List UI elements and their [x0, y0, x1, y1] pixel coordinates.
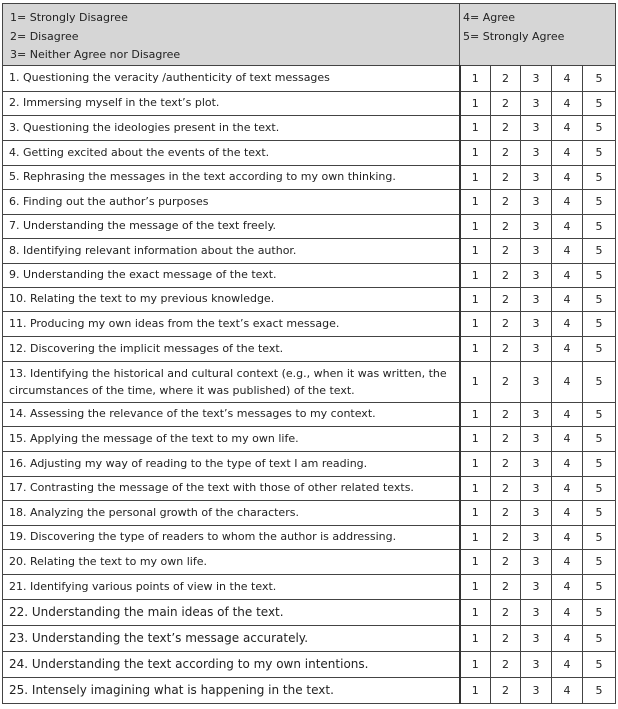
rating-option[interactable]: 2: [491, 574, 521, 599]
rating-option[interactable]: 4: [552, 91, 583, 115]
rating-option[interactable]: 2: [491, 311, 521, 336]
rating-option[interactable]: 5: [583, 426, 616, 451]
table-row: [3, 500, 616, 525]
table-row: [3, 651, 616, 677]
rating-option[interactable]: 3: [521, 91, 552, 115]
rating-option[interactable]: 2: [491, 651, 521, 677]
rating-option[interactable]: 5: [583, 451, 616, 476]
rating-option[interactable]: 1: [460, 426, 491, 451]
rating-option[interactable]: 4: [552, 525, 583, 549]
rating-option[interactable]: 1: [460, 525, 491, 549]
table-row: [3, 361, 616, 402]
legend-entry: 4= Agree: [463, 11, 516, 24]
table-row: [3, 140, 616, 165]
rating-option[interactable]: 3: [521, 451, 552, 476]
rating-option[interactable]: 3: [521, 361, 552, 402]
rating-option[interactable]: 4: [552, 140, 583, 165]
rating-option[interactable]: 4: [552, 677, 583, 703]
rating-option[interactable]: 1: [460, 165, 491, 189]
rating-option[interactable]: 1: [460, 476, 491, 500]
table-row: [3, 165, 616, 189]
rating-option[interactable]: 2: [491, 336, 521, 361]
table-row: [3, 311, 616, 336]
rating-option[interactable]: 1: [460, 140, 491, 165]
rating-option[interactable]: 3: [521, 525, 552, 549]
rating-option[interactable]: 3: [521, 336, 552, 361]
question-text: 23. Understanding the text’s message accurately.: [3, 625, 460, 651]
rating-option[interactable]: 1: [460, 677, 491, 703]
legend-entry: 3= Neither Agree nor Disagree: [10, 48, 181, 61]
rating-option[interactable]: 5: [583, 115, 616, 140]
table-row: [3, 549, 616, 574]
table-row: [3, 65, 616, 91]
question-text: 14. Assessing the relevance of the text’s messages to my context.: [3, 402, 460, 426]
rating-option[interactable]: 2: [491, 500, 521, 525]
question-text: 13. Identifying the historical and cultural context (e.g., when it was written, the circumstances of the time, where it was published) of the text.: [3, 361, 460, 402]
rating-option[interactable]: 3: [521, 574, 552, 599]
table-row: [3, 625, 616, 651]
rating-option[interactable]: 1: [460, 574, 491, 599]
rating-option[interactable]: 3: [521, 402, 552, 426]
question-text: 21. Identifying various points of view in the text.: [3, 574, 460, 599]
question-text: 12. Discovering the implicit messages of the text.: [3, 336, 460, 361]
rating-option[interactable]: 2: [491, 525, 521, 549]
legend-row: [3, 4, 616, 66]
rating-option[interactable]: 2: [491, 402, 521, 426]
question-text: 7. Understanding the message of the text freely.: [3, 214, 460, 238]
question-text: 2. Immersing myself in the text’s plot.: [3, 91, 460, 115]
rating-option[interactable]: 1: [460, 115, 491, 140]
rating-option[interactable]: 2: [491, 426, 521, 451]
rating-option[interactable]: 5: [583, 214, 616, 238]
rating-option[interactable]: 1: [460, 599, 491, 625]
rating-option[interactable]: 4: [552, 336, 583, 361]
rating-option[interactable]: 2: [491, 263, 521, 287]
rating-option[interactable]: 4: [552, 476, 583, 500]
question-text: 6. Finding out the author’s purposes: [3, 189, 460, 214]
question-text: 25. Intensely imagining what is happening in the text.: [3, 677, 460, 703]
rating-option[interactable]: 3: [521, 140, 552, 165]
rating-option[interactable]: 2: [491, 214, 521, 238]
rating-option[interactable]: 5: [583, 549, 616, 574]
rating-option[interactable]: 3: [521, 287, 552, 311]
question-text: 4. Getting excited about the events of the text.: [3, 140, 460, 165]
likert-scale-table: [2, 3, 616, 704]
rating-option[interactable]: 4: [552, 574, 583, 599]
rating-option[interactable]: 5: [583, 525, 616, 549]
table-row: [3, 677, 616, 703]
rating-option[interactable]: 1: [460, 402, 491, 426]
rating-option[interactable]: 4: [552, 451, 583, 476]
rating-option[interactable]: 1: [460, 500, 491, 525]
rating-option[interactable]: 3: [521, 549, 552, 574]
rating-option[interactable]: 5: [583, 263, 616, 287]
table-row: [3, 336, 616, 361]
table-row: [3, 115, 616, 140]
rating-option[interactable]: 5: [583, 65, 616, 91]
rating-option[interactable]: 5: [583, 287, 616, 311]
rating-option[interactable]: 2: [491, 140, 521, 165]
rating-option[interactable]: 2: [491, 677, 521, 703]
rating-option[interactable]: 1: [460, 263, 491, 287]
table-row: [3, 476, 616, 500]
rating-option[interactable]: 4: [552, 214, 583, 238]
rating-option[interactable]: 1: [460, 65, 491, 91]
rating-option[interactable]: 2: [491, 625, 521, 651]
rating-option[interactable]: 1: [460, 451, 491, 476]
rating-option[interactable]: 2: [491, 65, 521, 91]
table-row: [3, 599, 616, 625]
table-row: [3, 426, 616, 451]
rating-option[interactable]: 3: [521, 189, 552, 214]
rating-option[interactable]: 5: [583, 238, 616, 263]
rating-option[interactable]: 4: [552, 287, 583, 311]
table-row: [3, 263, 616, 287]
rating-option[interactable]: 2: [491, 451, 521, 476]
rating-option[interactable]: 4: [552, 311, 583, 336]
rating-option[interactable]: 5: [583, 599, 616, 625]
rating-option[interactable]: 4: [552, 189, 583, 214]
rating-option[interactable]: 1: [460, 214, 491, 238]
question-text: 8. Identifying relevant information about the author.: [3, 238, 460, 263]
rating-option[interactable]: 5: [583, 625, 616, 651]
rating-option[interactable]: 3: [521, 599, 552, 625]
rating-option[interactable]: 4: [552, 402, 583, 426]
rating-option[interactable]: 5: [583, 189, 616, 214]
legend-right-cell: [460, 4, 616, 66]
rating-option[interactable]: 4: [552, 238, 583, 263]
rating-option[interactable]: 1: [460, 311, 491, 336]
rating-option[interactable]: 4: [552, 500, 583, 525]
question-text: 22. Understanding the main ideas of the text.: [3, 599, 460, 625]
rating-option[interactable]: 3: [521, 165, 552, 189]
rating-option[interactable]: 2: [491, 549, 521, 574]
rating-option[interactable]: 5: [583, 500, 616, 525]
question-text: 18. Analyzing the personal growth of the characters.: [3, 500, 460, 525]
rating-option[interactable]: 1: [460, 651, 491, 677]
rating-option[interactable]: 4: [552, 426, 583, 451]
question-text: 11. Producing my own ideas from the text’s exact message.: [3, 311, 460, 336]
rating-option[interactable]: 4: [552, 65, 583, 91]
rating-option[interactable]: 2: [491, 189, 521, 214]
question-text: 5. Rephrasing the messages in the text according to my own thinking.: [3, 165, 460, 189]
rating-option[interactable]: 2: [491, 91, 521, 115]
rating-option[interactable]: 5: [583, 677, 616, 703]
rating-option[interactable]: 4: [552, 599, 583, 625]
rating-option[interactable]: 5: [583, 165, 616, 189]
rating-option[interactable]: 1: [460, 625, 491, 651]
rating-option[interactable]: 2: [491, 238, 521, 263]
rating-option[interactable]: 3: [521, 625, 552, 651]
question-text: 20. Relating the text to my own life.: [3, 549, 460, 574]
table-row: [3, 214, 616, 238]
table-row: [3, 402, 616, 426]
rating-option[interactable]: 3: [521, 311, 552, 336]
rating-option[interactable]: 3: [521, 214, 552, 238]
table-row: [3, 189, 616, 214]
table-row: [3, 574, 616, 599]
question-text: 16. Adjusting my way of reading to the type of text I am reading.: [3, 451, 460, 476]
rating-option[interactable]: 4: [552, 651, 583, 677]
question-text: 9. Understanding the exact message of the text.: [3, 263, 460, 287]
rating-option[interactable]: 5: [583, 476, 616, 500]
rating-option[interactable]: 2: [491, 165, 521, 189]
rating-option[interactable]: 4: [552, 165, 583, 189]
legend-entry: 1= Strongly Disagree: [10, 11, 128, 24]
table-row: [3, 91, 616, 115]
rating-option[interactable]: 5: [583, 140, 616, 165]
rating-option[interactable]: 3: [521, 651, 552, 677]
rating-option[interactable]: 4: [552, 549, 583, 574]
question-text: 10. Relating the text to my previous knowledge.: [3, 287, 460, 311]
rating-option[interactable]: 1: [460, 336, 491, 361]
question-text: 3. Questioning the ideologies present in the text.: [3, 115, 460, 140]
rating-option[interactable]: 2: [491, 287, 521, 311]
rating-option[interactable]: 3: [521, 238, 552, 263]
rating-option[interactable]: 1: [460, 549, 491, 574]
rating-option[interactable]: 2: [491, 599, 521, 625]
question-text: 1. Questioning the veracity /authenticity of text messages: [3, 65, 460, 91]
legend-entry: 5= Strongly Agree: [463, 29, 565, 43]
rating-option[interactable]: 3: [521, 426, 552, 451]
question-text: 24. Understanding the text according to my own intentions.: [3, 651, 460, 677]
rating-option[interactable]: 5: [583, 361, 616, 402]
rating-option[interactable]: 2: [491, 115, 521, 140]
rating-option[interactable]: 1: [460, 91, 491, 115]
question-text: 17. Contrasting the message of the text with those of other related texts.: [3, 476, 460, 500]
rating-option[interactable]: 5: [583, 336, 616, 361]
rating-option[interactable]: 5: [583, 311, 616, 336]
table-row: [3, 451, 616, 476]
rating-option[interactable]: 3: [521, 65, 552, 91]
rating-option[interactable]: 3: [521, 677, 552, 703]
rating-option[interactable]: 4: [552, 263, 583, 287]
rating-option[interactable]: 5: [583, 402, 616, 426]
rating-option[interactable]: 3: [521, 500, 552, 525]
rating-option[interactable]: 3: [521, 263, 552, 287]
legend-entry: 2= Disagree: [10, 29, 79, 43]
rating-option[interactable]: 5: [583, 91, 616, 115]
rating-option[interactable]: 1: [460, 189, 491, 214]
rating-option[interactable]: 1: [460, 238, 491, 263]
question-text: 15. Applying the message of the text to my own life.: [3, 426, 460, 451]
legend-left-cell: [3, 4, 460, 66]
rating-option[interactable]: 2: [491, 361, 521, 402]
rating-option[interactable]: 4: [552, 361, 583, 402]
table-row: [3, 287, 616, 311]
rating-option[interactable]: 3: [521, 115, 552, 140]
rating-option[interactable]: 3: [521, 476, 552, 500]
rating-option[interactable]: 4: [552, 115, 583, 140]
rating-option[interactable]: 5: [583, 651, 616, 677]
rating-option[interactable]: 1: [460, 287, 491, 311]
rating-option[interactable]: 2: [491, 476, 521, 500]
table-row: [3, 525, 616, 549]
rating-option[interactable]: 5: [583, 574, 616, 599]
question-text: 19. Discovering the type of readers to whom the author is addressing.: [3, 525, 460, 549]
table-row: [3, 238, 616, 263]
rating-option[interactable]: 1: [460, 361, 491, 402]
rating-option[interactable]: 4: [552, 625, 583, 651]
